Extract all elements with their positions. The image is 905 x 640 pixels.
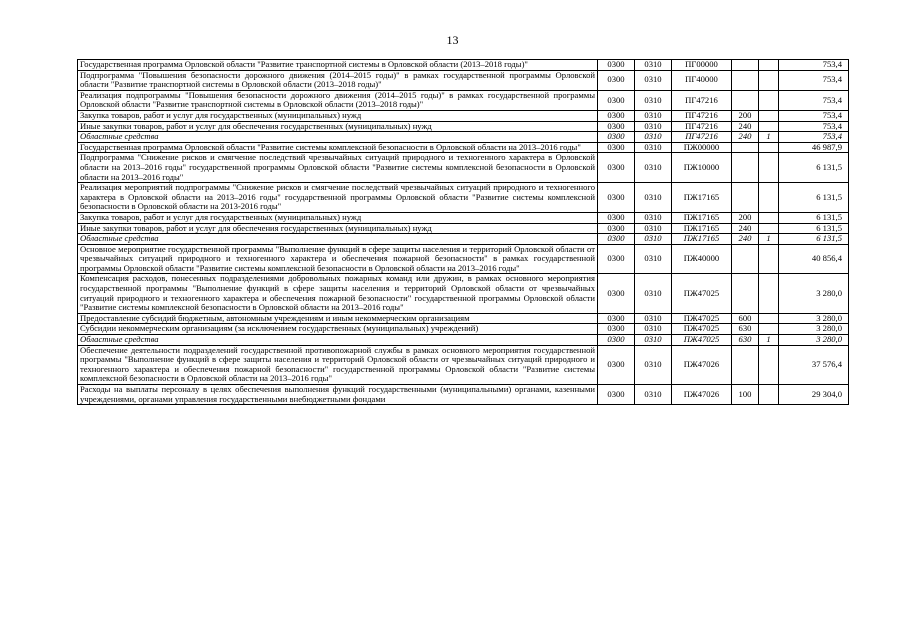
subsection-code-cell: 0310 — [635, 90, 672, 110]
section-code-cell: 0300 — [598, 183, 635, 213]
description-cell: Обеспечение деятельности подразделений государственной противопожарной службы в рамках основного мероприятия государственной программы "Выполнение функций в сфере защиты населения и территорий Орловской области от чрезвычайных ситуаций природного и техногенного характера и обеспечения пожарной безопасности" государственной программы Орловской области "Развитие системы комплексной безопасности в Орловской области на 2013–2016 годы" — [78, 345, 598, 384]
subsection-code-cell: 0310 — [635, 234, 672, 245]
section-code-cell: 0300 — [598, 274, 635, 313]
target-article-cell: ПЖ17165 — [672, 234, 732, 245]
expense-type-cell — [732, 345, 759, 384]
description-cell: Закупка товаров, работ и услуг для государственных (муниципальных) нужд — [78, 110, 598, 121]
section-code-cell: 0300 — [598, 345, 635, 384]
table-row — [78, 142, 849, 153]
section-code-cell: 0300 — [598, 335, 635, 346]
table-row — [78, 70, 849, 90]
section-code-cell: 0300 — [598, 132, 635, 143]
table-row — [78, 335, 849, 346]
description-cell: Государственная программа Орловской области "Развитие транспортной системы в Орловской области (2013–2018 годы)" — [78, 60, 598, 71]
amount-cell: 29 304,0 — [779, 385, 849, 405]
subsection-code-cell: 0310 — [635, 153, 672, 183]
table-row — [78, 110, 849, 121]
target-article-cell: ПЖ47026 — [672, 345, 732, 384]
description-cell: Реализация подпрограммы "Повышения безопасности дорожного движения (2014–2015 годы)" в рамках государственной программы Орловской области "Развитие транспортной системы в Орловской области (2013–2018 годы)" — [78, 90, 598, 110]
expense-type-cell — [732, 244, 759, 274]
target-article-cell: ПЖ00000 — [672, 142, 732, 153]
funding-source-cell: 1 — [759, 335, 779, 346]
amount-cell: 6 131,5 — [779, 212, 849, 223]
subsection-code-cell: 0310 — [635, 274, 672, 313]
amount-cell: 40 856,4 — [779, 244, 849, 274]
budget-table — [77, 59, 849, 405]
expense-type-cell — [732, 274, 759, 313]
table-row — [78, 223, 849, 234]
description-cell: Закупка товаров, работ и услуг для государственных (муниципальных) нужд — [78, 212, 598, 223]
subsection-code-cell: 0310 — [635, 345, 672, 384]
amount-cell: 37 576,4 — [779, 345, 849, 384]
target-article-cell: ПГ47216 — [672, 132, 732, 143]
table-row — [78, 313, 849, 324]
section-code-cell: 0300 — [598, 212, 635, 223]
section-code-cell: 0300 — [598, 142, 635, 153]
description-cell: Субсидии некоммерческим организациям (за исключением государственных (муниципальных) учреждений) — [78, 324, 598, 335]
table-row — [78, 132, 849, 143]
funding-source-cell — [759, 142, 779, 153]
subsection-code-cell: 0310 — [635, 244, 672, 274]
expense-type-cell — [732, 142, 759, 153]
amount-cell: 3 280,0 — [779, 335, 849, 346]
expense-type-cell — [732, 90, 759, 110]
expense-type-cell — [732, 60, 759, 71]
table-row — [78, 385, 849, 405]
section-code-cell: 0300 — [598, 313, 635, 324]
description-cell: Областные средства — [78, 335, 598, 346]
amount-cell: 46 987,9 — [779, 142, 849, 153]
amount-cell: 753,4 — [779, 110, 849, 121]
amount-cell: 753,4 — [779, 70, 849, 90]
target-article-cell: ПГ00000 — [672, 60, 732, 71]
funding-source-cell — [759, 385, 779, 405]
target-article-cell: ПЖ10000 — [672, 153, 732, 183]
table-row — [78, 324, 849, 335]
amount-cell: 3 280,0 — [779, 274, 849, 313]
subsection-code-cell: 0310 — [635, 142, 672, 153]
target-article-cell: ПЖ40000 — [672, 244, 732, 274]
description-cell: Иные закупки товаров, работ и услуг для обеспечения государственных (муниципальных) нужд — [78, 121, 598, 132]
subsection-code-cell: 0310 — [635, 385, 672, 405]
amount-cell: 753,4 — [779, 121, 849, 132]
amount-cell: 753,4 — [779, 60, 849, 71]
table-row — [78, 153, 849, 183]
section-code-cell: 0300 — [598, 70, 635, 90]
amount-cell: 753,4 — [779, 90, 849, 110]
expense-type-cell: 630 — [732, 335, 759, 346]
subsection-code-cell: 0310 — [635, 132, 672, 143]
funding-source-cell — [759, 70, 779, 90]
amount-cell: 3 280,0 — [779, 324, 849, 335]
expense-type-cell: 240 — [732, 121, 759, 132]
description-cell: Областные средства — [78, 234, 598, 245]
target-article-cell: ПГ47216 — [672, 110, 732, 121]
target-article-cell: ПЖ17165 — [672, 183, 732, 213]
subsection-code-cell: 0310 — [635, 324, 672, 335]
description-cell: Расходы на выплаты персоналу в целях обеспечения выполнения функций государственными (муниципальными) органами, казенными учреждениями, органами управления государственными внебюджетными фондами — [78, 385, 598, 405]
section-code-cell: 0300 — [598, 121, 635, 132]
amount-cell: 6 131,5 — [779, 153, 849, 183]
target-article-cell: ПГ40000 — [672, 70, 732, 90]
table-row — [78, 212, 849, 223]
description-cell: Предоставление субсидий бюджетным, автономным учреждениям и иным некоммерческим организациям — [78, 313, 598, 324]
funding-source-cell — [759, 60, 779, 71]
description-cell: Государственная программа Орловской области "Развитие системы комплексной безопасности в Орловской области на 2013–2016 годы" — [78, 142, 598, 153]
table-row — [78, 244, 849, 274]
expense-type-cell — [732, 153, 759, 183]
description-cell: Основное мероприятие государственной программы "Выполнение функций в сфере защиты населения и территорий Орловской области от чрезвычайных ситуаций природного и техногенного характера и обеспечения пожарной безопасности" в рамках государственной программы Орловской области "Развитие системы комплексной безопасности в Орловской области на 2013–2016 годы" — [78, 244, 598, 274]
funding-source-cell: 1 — [759, 234, 779, 245]
amount-cell: 6 131,5 — [779, 183, 849, 213]
target-article-cell: ПЖ47025 — [672, 274, 732, 313]
funding-source-cell — [759, 183, 779, 213]
expense-type-cell: 100 — [732, 385, 759, 405]
description-cell: Подпрограмма "Снижение рисков и смягчение последствий чрезвычайных ситуаций природного и техногенного характера в Орловской области на 2013–2016 годы" государственной программы Орловской области "Развитие системы комплексной безопасности в Орловской области на 2013–2016 годы" — [78, 153, 598, 183]
expense-type-cell: 240 — [732, 132, 759, 143]
expense-type-cell: 240 — [732, 234, 759, 245]
table-row — [78, 234, 849, 245]
funding-source-cell — [759, 223, 779, 234]
section-code-cell: 0300 — [598, 223, 635, 234]
section-code-cell: 0300 — [598, 110, 635, 121]
description-cell: Иные закупки товаров, работ и услуг для обеспечения государственных (муниципальных) нужд — [78, 223, 598, 234]
subsection-code-cell: 0310 — [635, 313, 672, 324]
target-article-cell: ПЖ47025 — [672, 313, 732, 324]
subsection-code-cell: 0310 — [635, 212, 672, 223]
target-article-cell: ПЖ47025 — [672, 335, 732, 346]
target-article-cell: ПЖ47025 — [672, 324, 732, 335]
section-code-cell: 0300 — [598, 234, 635, 245]
description-cell: Компенсация расходов, понесенных подразделениями добровольных пожарных команд или дружин, в рамках основного мероприятия государственной программы "Выполнение функций в сфере защиты населения и территорий Орловской области от чрезвычайных ситуаций природного и техногенного характера и обеспечения пожарной безопасности" государственной программы Орловской области "Развитие системы комплексной безопасности в Орловской области на 2013–2016 годы" — [78, 274, 598, 313]
funding-source-cell — [759, 345, 779, 384]
section-code-cell: 0300 — [598, 90, 635, 110]
expense-type-cell — [732, 70, 759, 90]
table-row — [78, 121, 849, 132]
description-cell: Областные средства — [78, 132, 598, 143]
funding-source-cell — [759, 244, 779, 274]
expense-type-cell — [732, 183, 759, 213]
table-row — [78, 90, 849, 110]
target-article-cell: ПЖ47026 — [672, 385, 732, 405]
section-code-cell: 0300 — [598, 324, 635, 335]
section-code-cell: 0300 — [598, 153, 635, 183]
funding-source-cell — [759, 153, 779, 183]
subsection-code-cell: 0310 — [635, 335, 672, 346]
amount-cell: 6 131,5 — [779, 223, 849, 234]
table-row — [78, 60, 849, 71]
subsection-code-cell: 0310 — [635, 223, 672, 234]
table-row — [78, 345, 849, 384]
target-article-cell: ПЖ17165 — [672, 223, 732, 234]
table-row — [78, 274, 849, 313]
funding-source-cell — [759, 324, 779, 335]
subsection-code-cell: 0310 — [635, 60, 672, 71]
target-article-cell: ПГ47216 — [672, 121, 732, 132]
funding-source-cell: 1 — [759, 132, 779, 143]
expense-type-cell: 240 — [732, 223, 759, 234]
funding-source-cell — [759, 90, 779, 110]
subsection-code-cell: 0310 — [635, 183, 672, 213]
target-article-cell: ПЖ17165 — [672, 212, 732, 223]
funding-source-cell — [759, 212, 779, 223]
description-cell: Реализация мероприятий подпрограммы "Снижение рисков и смягчение последствий чрезвычайных ситуаций природного и техногенного характера в Орловской области на 2013–2016 годы" государственной программы Орловской области "Развитие системы комплексной безопасности в Орловской области на 2013-2016 годы" — [78, 183, 598, 213]
expense-type-cell: 600 — [732, 313, 759, 324]
amount-cell: 3 280,0 — [779, 313, 849, 324]
funding-source-cell — [759, 110, 779, 121]
target-article-cell: ПГ47216 — [672, 90, 732, 110]
funding-source-cell — [759, 313, 779, 324]
funding-source-cell — [759, 274, 779, 313]
table-row — [78, 183, 849, 213]
description-cell: Подпрограмма "Повышения безопасности дорожного движения (2014–2015 годы)" в рамках государственной программы Орловской области "Развитие транспортной системы в Орловской области (2013–2018 годы)" — [78, 70, 598, 90]
funding-source-cell — [759, 121, 779, 132]
subsection-code-cell: 0310 — [635, 110, 672, 121]
section-code-cell: 0300 — [598, 244, 635, 274]
section-code-cell: 0300 — [598, 60, 635, 71]
subsection-code-cell: 0310 — [635, 70, 672, 90]
amount-cell: 753,4 — [779, 132, 849, 143]
section-code-cell: 0300 — [598, 385, 635, 405]
expense-type-cell: 200 — [732, 212, 759, 223]
expense-type-cell: 200 — [732, 110, 759, 121]
subsection-code-cell: 0310 — [635, 121, 672, 132]
page-number: 13 — [446, 33, 459, 47]
amount-cell: 6 131,5 — [779, 234, 849, 245]
expense-type-cell: 630 — [732, 324, 759, 335]
